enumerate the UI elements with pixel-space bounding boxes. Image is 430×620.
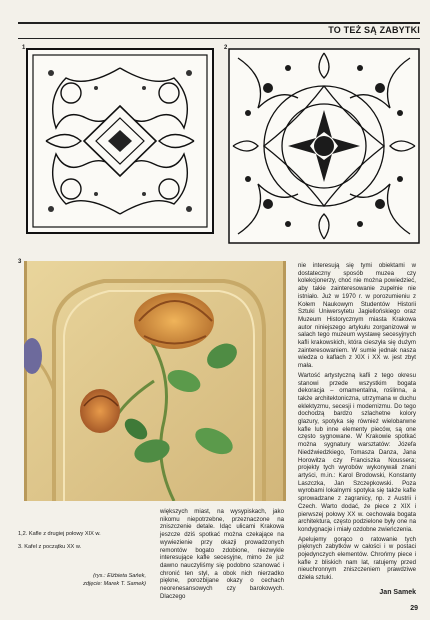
article-text-right (298, 262, 416, 582)
figure-number-2: 2 (224, 45, 228, 51)
paragraph-middle: większych miast, na wysypiskach, jako nikomu niepotrzebne, przeznaczone na zniszczenie detale. Idąc ulicami Krakowa jeszcze dziś spotkać można czekające na wywiezienie przy okazji prowadzonych remontów bogato zdobione, niezwykle interesujące kafle secesyjne, mimo że już dawno nauczyliśmy się podobno szanować i chronić ten styl, a obok nich nierzadko piękne, porozbijane okazy o cechach neorenesansowych czy barokowych. Dlaczego (160, 508, 284, 600)
author-name: Jan Samek (379, 589, 416, 596)
header-rule-thin (18, 38, 420, 39)
caption-1: 1,2. Kafle z drugiej połowy XIX w. (18, 531, 101, 537)
tile-drawing-2 (228, 48, 420, 244)
article-text-middle (160, 508, 284, 600)
photo-credit-line-2: zdjęcie: Marek T. Samek) (83, 581, 146, 587)
header-rule (18, 22, 420, 24)
paragraph-2: Wartość artystyczną kafli z tego okresu stanowi przede wszystkim bogata dekoracja – ornamentalna, roślinna, a także architektoniczna, utrzymana w duchu eklektyzmu, secesji i modernizmu. Do tego dochodzą bardzo szlachetne kolory glazury, spotyka się również wielobarwne kafle lub inne elementy pieców, są one często sygnowane. W Krakowie spotkać można sygnatury warsztatów: Józefa Niedźwiedzkiego, Tomasza Danza, Jana Horowitza czy Franciszka Noussera; projekty tych wyrobów wykonywali znani artyści, m.in.: Karol Brodowski, Konstanty Laszczka, Jan Szczepkowski. Poza wyrobami lokalnymi spotyka się także kafle sprowadzane z zagranicy, np. z Austrii i Czech. Warto dodać, że piece z XIX i pierwszej połowy XX w. cechowała bogata architektura, często podzielone były one na kondygnacje i miały ozdobne zwieńczenia. (298, 371, 416, 533)
figure-number-1: 1 (22, 45, 26, 51)
paragraph-3: Apelujemy gorąco o ratowanie tych pięknych zabytków w całości i w postaci pojedynczych elementów. Chrońmy piece i kafle z bliskich nam lat, ratujemy przed nieuchronnym zniszczeniem prawdziwe dzieła sztuki. (298, 535, 416, 582)
tile-photo-3 (24, 261, 286, 501)
figure-number-3: 3 (18, 259, 22, 265)
paragraph-1: nie interesują się tymi obiektami w dostateczny sposób muzea czy kolekcjonerzy, choć nie można powiedzieć, aby takie zainteresowanie zupełnie nie istniało. Już w 1970 r. w porozumieniu z Kołem Naukowym Studentów Historii Sztuki Uniwersytetu Jagiellońskiego oraz Muzeum Historycznym miasta Krakowa autor niniejszego artykułu zorganizował w salach tego muzeum wystawę secesyjnych kafli krakowskich, która cieszyła się dużym zainteresowaniem. W sumie jednak nasza wiedza o kaflach z XIX i XX w. jest zbyt mała. (298, 262, 416, 370)
caption-2: 3. Kafel z początku XX w. (18, 544, 82, 550)
section-title: TO TEŻ SĄ ZABYTKI (328, 25, 420, 35)
photo-credit-line-1: (rys.: Elżbieta Sańek, (93, 573, 146, 579)
page-number: 29 (410, 605, 418, 612)
tile-drawing-1 (26, 48, 214, 234)
